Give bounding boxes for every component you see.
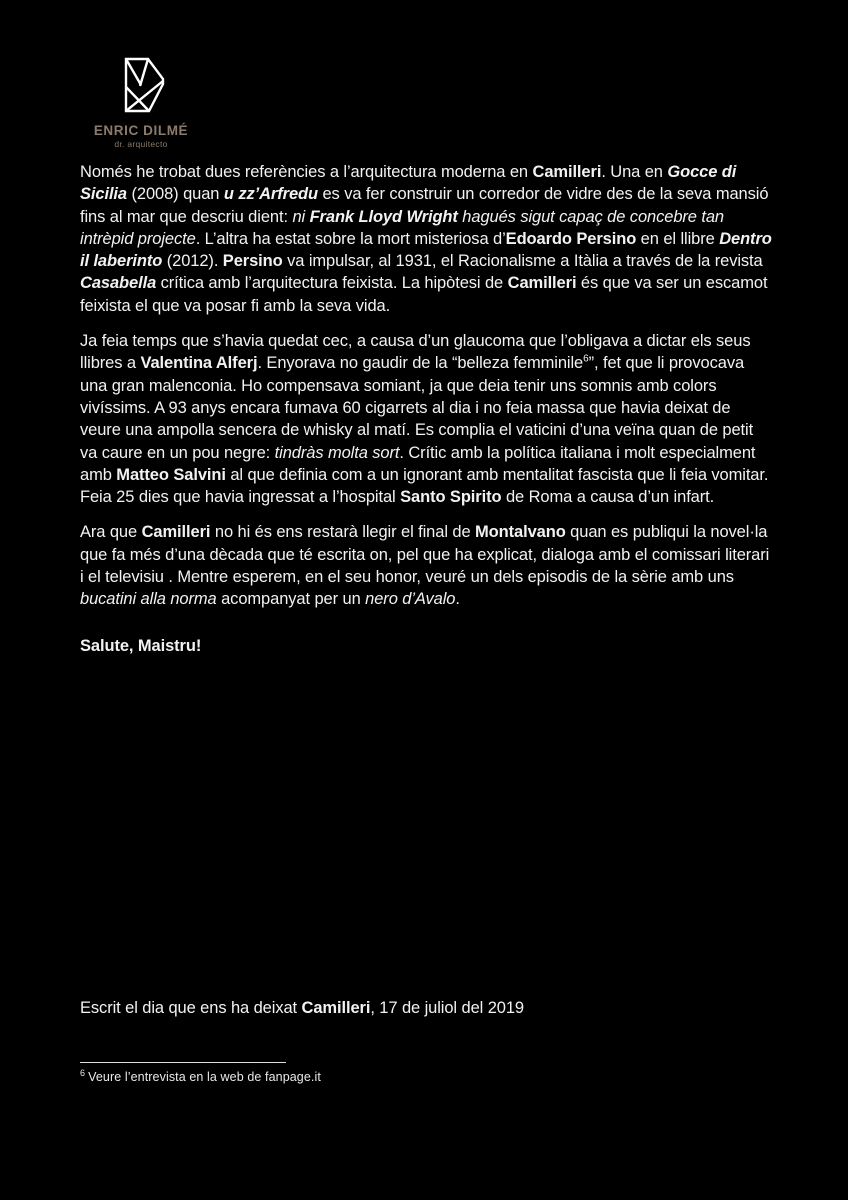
letterhead (84, 56, 198, 149)
footnote-text (80, 1067, 774, 1084)
footnote-separator (80, 1062, 286, 1063)
brand-subtitle: dr. arquitecto (114, 139, 168, 149)
signoff: Salute, Maistru! (80, 636, 202, 655)
paragraph-camilleri-life: Ja feia temps que s’havia quedat cec, a causa d’un glaucoma que l’obligava a dictar els seus llibres a Valentina Alferj. Enyorava no gaudir de la “belleza femminile$^6$”, fet que li provocava una gran malenconia. Ho compensava somiant, ja que deia tenir uns somnis amb colors vivíssims. A 93 anys encara fumava 60 cigarrets al dia i no feia massa que havia deixat de veure una ampolla sencera de whisky al matí. Es complia el vaticini d’una veïna quan de petit va caure en un pou negre: tindràs molta sort. Crític amb la política italiana i molt especialment amb Matteo Salvini al que definia com a un ignorant amb mentalitat fascista que li feia vomitar. Feia 25 dies que havia ingressat a l’hospital Santo Spirito de Roma a causa d’un infart. (80, 332, 769, 507)
footnote-body: Veure l’entrevista en la web de fanpage.it (88, 1070, 321, 1084)
letter-body (80, 161, 774, 670)
brand-name: ENRIC DILMÉ (93, 123, 189, 138)
date-line: Escrit el dia que ens ha deixat Camilleri, 17 de juliol del 2019 (80, 999, 524, 1017)
footnote (80, 1062, 774, 1084)
paragraph-montalvano-farewell: Ara que Camilleri no hi és ens restarà llegir el final de Montalvano quan es publiqui la novel·la que fa més d’una dècada que té escrita on, pel que ha explicat, dialoga amb el comissari literari i el televisiu . Mentre esperem, en el seu honor, veuré un dels episodis de la sèrie amb uns bucatini alla norma acompanyat per un nero d’Avalo. (80, 523, 770, 609)
paragraph-camilleri-architecture: Només he trobat dues referències a l’arquitectura moderna en Camilleri. Una en Gocce di Sicilia (2008) quan u zz’Arfredu es va fer construir un corredor de vidre des de la seva mansió fins al mar que descriu dient: ni Frank Lloyd Wright hagués sigut capaç de concebre tan intrèpid projecte. L’altra ha estat sobre la mort misteriosa d’Edoardo Persino en el llibre Dentro il laberinto (2012). Persino va impulsar, al 1931, el Racionalisme a Itàlia a través de la revista Casabella crítica amb l’arquitectura feixista. La hipòtesi de Camilleri és que va ser un escamot feixista el que va posar fi amb la seva vida. (80, 163, 772, 315)
footnote-marker: 6 (80, 1067, 86, 1078)
enric-dilme-logo-icon (112, 56, 170, 118)
